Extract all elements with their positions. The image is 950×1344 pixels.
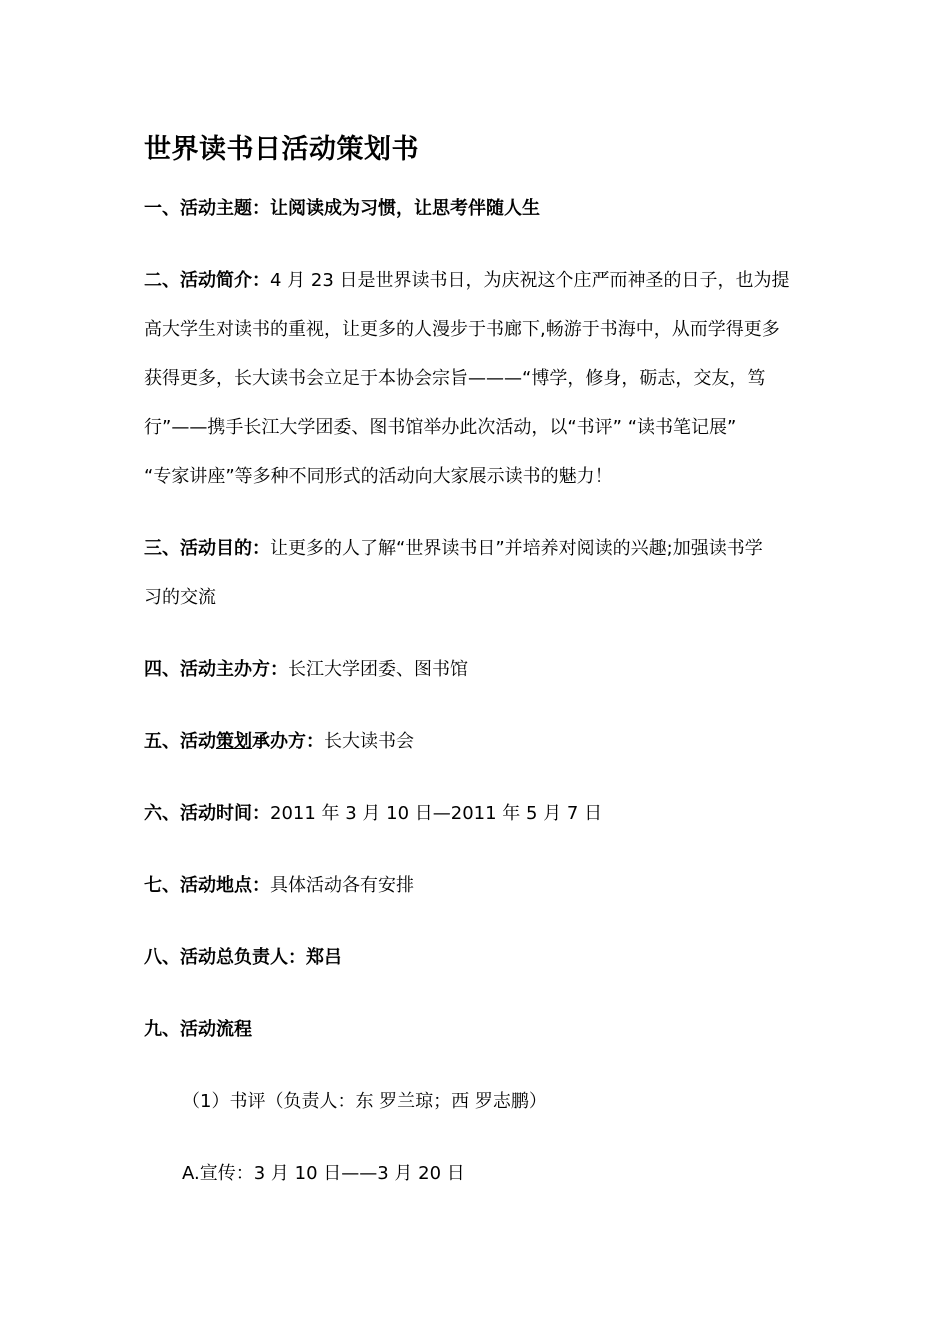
section-purpose — [144, 524, 810, 622]
intro-line: 4 月 23 日是世界读书日，为庆祝这个庄严而神圣的日子，也为提 — [270, 270, 790, 291]
section-label: 七、活动地点： — [144, 875, 270, 896]
intro-line: “专家讲座”等多种不同形式的活动向大家展示读书的魅力！ — [144, 466, 613, 487]
intro-line: 高大学生对读书的重视，让更多的人漫步于书廊下,畅游于书海中，从而学得更多 — [144, 319, 780, 340]
section-value: 长大读书会 — [324, 731, 414, 752]
section-leader — [144, 933, 810, 982]
section-value: 2011 年 3 月 10 日—2011 年 5 月 7 日 — [270, 803, 603, 824]
section-label-part: 承办方： — [252, 731, 324, 752]
section-label: 六、活动时间： — [144, 803, 270, 824]
section-organizer — [144, 717, 810, 766]
document-title: 世界读书日活动策划书 — [144, 134, 419, 165]
section-label: 四、活动主办方： — [144, 659, 288, 680]
section-intro — [144, 256, 810, 501]
purpose-line: 习的交流 — [144, 587, 216, 608]
section-theme — [144, 184, 810, 233]
section-label: 一、活动主题： — [144, 198, 270, 219]
process-item: （1）书评（负责人：东 罗兰琼；西 罗志鹏） — [182, 1091, 547, 1112]
intro-line: 行”——携手长江大学团委、图书馆举办此次活动，以“书评” “读书笔记展” — [144, 417, 737, 438]
section-time — [144, 789, 810, 838]
intro-line: 获得更多，长大读书会立足于本协会宗旨———“博学，修身，砺志，交友，笃 — [144, 368, 766, 389]
section-label: 八、活动总负责人： — [144, 947, 306, 968]
section-label: 三、活动目的： — [144, 538, 270, 559]
section-label: 二、活动简介： — [144, 270, 270, 291]
section-value: 郑吕 — [306, 947, 342, 968]
section-label-part: 五、活动 — [144, 731, 216, 752]
process-subitem: A.宣传：3 月 10 日——3 月 20 日 — [182, 1163, 465, 1184]
section-location — [144, 861, 810, 910]
section-label: 九、活动流程 — [144, 1019, 252, 1040]
section-host — [144, 645, 810, 694]
section-process — [144, 1005, 810, 1054]
section-value: 让阅读成为习惯，让思考伴随人生 — [270, 198, 540, 219]
section-value: 具体活动各有安排 — [270, 875, 414, 896]
section-value: 长江大学团委、图书馆 — [288, 659, 468, 680]
purpose-line: 让更多的人了解“世界读书日”并培养对阅读的兴趣;加强读书学 — [270, 538, 763, 559]
section-label-underlined: 策划 — [216, 731, 252, 752]
